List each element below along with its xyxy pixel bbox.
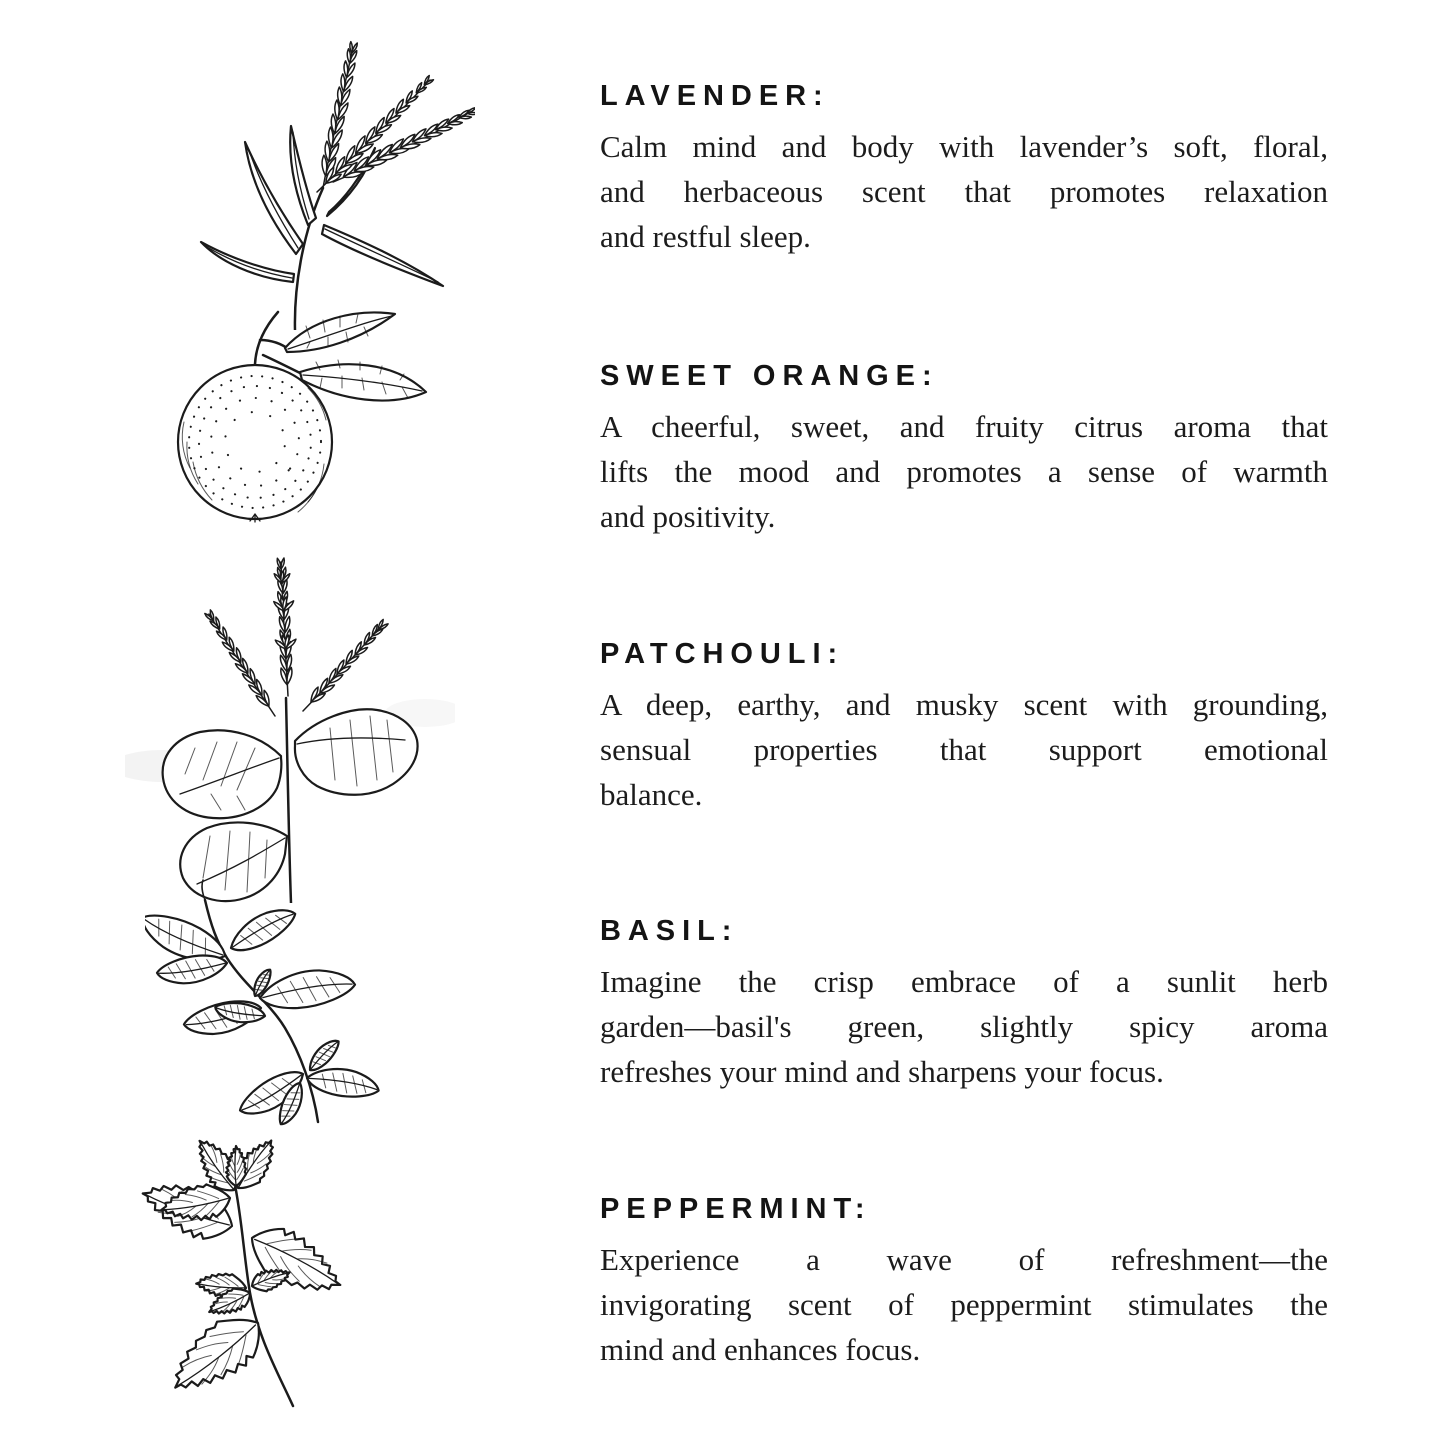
scent-heading-peppermint: PEPPERMINT: (600, 1193, 872, 1225)
scent-heading-sweet-orange: SWEET ORANGE: (600, 360, 939, 392)
patchouli-illustration (125, 548, 455, 903)
scent-description-line: and positivity. (600, 498, 776, 534)
lavender-drawing (145, 20, 475, 330)
scent-description-line: balance. (600, 776, 703, 812)
scent-description-line: Calm mind and body with lavender’s soft, floral, (600, 128, 1328, 164)
scent-heading-lavender: LAVENDER: (600, 80, 830, 112)
section-peppermint (600, 1192, 1328, 1372)
scent-description-line: A deep, earthy, and musky scent with grounding, (600, 686, 1328, 722)
section-lavender (600, 79, 1328, 259)
basil-drawing (145, 878, 425, 1128)
scent-description-line: Experience a wave of refreshment—the (600, 1241, 1328, 1277)
patchouli-drawing (125, 548, 455, 903)
scent-heading-patchouli: PATCHOULI: (600, 638, 845, 670)
scent-description-line: and herbaceous scent that promotes relaxation (600, 173, 1328, 209)
peppermint-drawing (130, 1138, 420, 1438)
scent-description-line: Imagine the crisp embrace of a sunlit herb (600, 963, 1328, 999)
scent-description-line: mind and enhances focus. (600, 1331, 921, 1367)
scent-description-line: invigorating scent of peppermint stimulates the (600, 1286, 1328, 1322)
scent-description-line: A cheerful, sweet, and fruity citrus aroma that (600, 408, 1328, 444)
scent-description-line: lifts the mood and promotes a sense of warmth (600, 453, 1328, 489)
section-patchouli (600, 637, 1328, 817)
scent-description-line: sensual properties that support emotional (600, 731, 1328, 767)
scent-description-line: and restful sleep. (600, 218, 811, 254)
basil-illustration (145, 878, 425, 1128)
section-sweet-orange (600, 359, 1328, 539)
sweet-orange-illustration (160, 300, 430, 535)
section-basil (600, 914, 1328, 1094)
sweet-orange-drawing (160, 300, 430, 535)
peppermint-illustration (130, 1138, 420, 1438)
scent-heading-basil: BASIL: (600, 915, 739, 947)
scent-description-line: refreshes your mind and sharpens your focus. (600, 1053, 1164, 1089)
lavender-illustration (145, 20, 475, 330)
scent-description-line: garden—basil's green, slightly spicy aroma (600, 1008, 1328, 1044)
